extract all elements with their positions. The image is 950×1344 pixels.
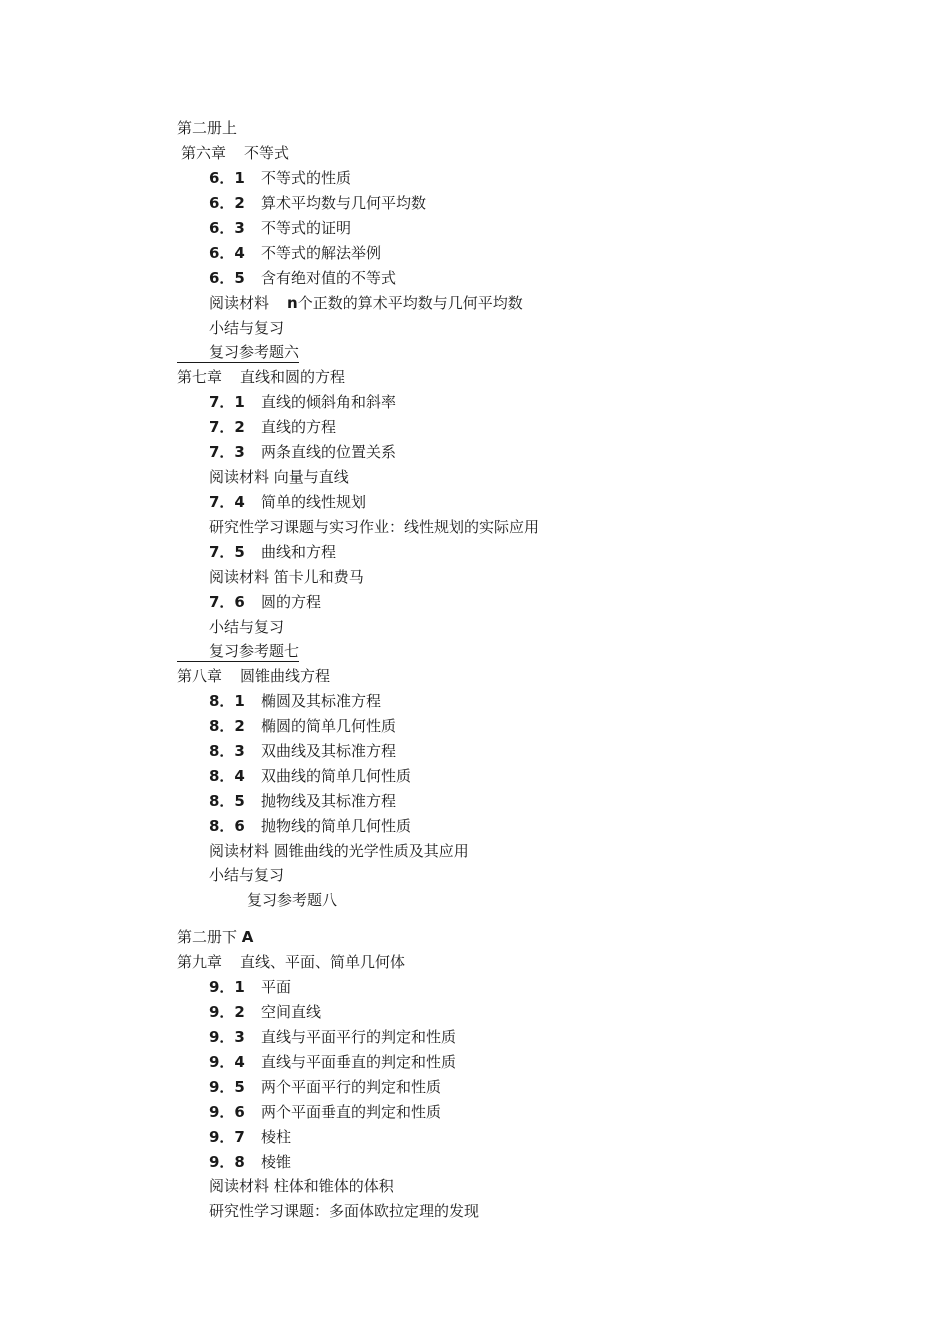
reading-material: 阅读材料 柱体和锥体的体积 [209,1177,394,1195]
section-item: 9．8 棱锥 [209,1153,292,1171]
reading-material: 阅读材料 圆锥曲线的光学性质及其应用 [209,842,469,860]
book-title: 第二册上 [177,119,238,137]
section-item: 7．2 直线的方程 [209,418,337,436]
section-item: 7．5 曲线和方程 [209,543,337,561]
section-item: 9．4 直线与平面垂直的判定和性质 [209,1053,457,1071]
section-item: 7．4 简单的线性规划 [209,493,367,511]
chapter-heading: 第九章 直线、平面、简单几何体 [177,953,406,971]
research-topic: 研究性学习课题：多面体欧拉定理的发现 [209,1202,480,1220]
review-exercises: 复习参考题七 [177,641,299,662]
review-exercises: 复习参考题六 [177,342,299,363]
section-item: 8．4 双曲线的简单几何性质 [209,767,412,785]
summary-review: 小结与复习 [209,319,285,337]
section-item: 9．3 直线与平面平行的判定和性质 [209,1028,457,1046]
review-exercises: 复习参考题八 [247,891,338,909]
reading-material: 阅读材料 向量与直线 [209,468,349,486]
section-item: 6．4 不等式的解法举例 [209,244,382,262]
section-item: 8．5 抛物线及其标准方程 [209,792,397,810]
section-item: 7．3 两条直线的位置关系 [209,443,397,461]
reading-material: 阅读材料 笛卡儿和费马 [209,568,364,586]
section-item: 6．3 不等式的证明 [209,219,352,237]
section-item: 9．7 棱柱 [209,1128,292,1146]
section-item: 6．2 算术平均数与几何平均数 [209,194,427,212]
section-item: 7．1 直线的倾斜角和斜率 [209,393,397,411]
section-item: 7．6 圆的方程 [209,593,322,611]
section-item: 8．6 抛物线的简单几何性质 [209,817,412,835]
section-item: 8．2 椭圆的简单几何性质 [209,717,397,735]
summary-review: 小结与复习 [209,866,285,884]
section-item: 8．3 双曲线及其标准方程 [209,742,397,760]
reading-material: 阅读材料 n个正数的算术平均数与几何平均数 [209,294,523,312]
summary-review: 小结与复习 [209,618,285,636]
chapter-heading: 第七章 直线和圆的方程 [177,368,346,386]
section-item: 9．6 两个平面垂直的判定和性质 [209,1103,442,1121]
section-item: 8．1 椭圆及其标准方程 [209,692,382,710]
research-topic: 研究性学习课题与实习作业：线性规划的实际应用 [209,518,540,536]
section-item: 9．1 平面 [209,978,292,996]
book-title: 第二册下 A [177,928,254,946]
chapter-heading: 第八章 圆锥曲线方程 [177,667,331,685]
section-item: 6．5 含有绝对值的不等式 [209,269,397,287]
section-item: 9．2 空间直线 [209,1003,322,1021]
section-item: 6．1 不等式的性质 [209,169,352,187]
chapter-heading: 第六章 不等式 [181,144,290,162]
section-item: 9．5 两个平面平行的判定和性质 [209,1078,442,1096]
